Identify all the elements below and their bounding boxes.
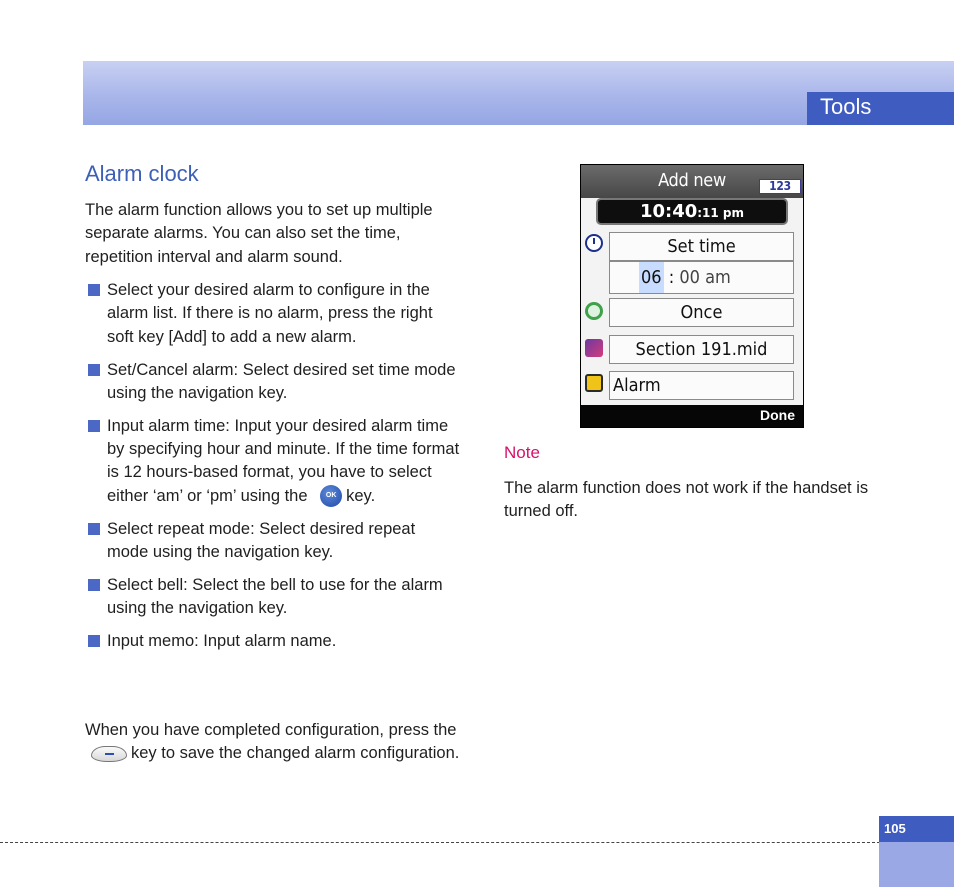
current-time-display (596, 198, 788, 225)
list-item (86, 630, 461, 653)
list-item (86, 359, 461, 406)
page-number-tab (879, 816, 954, 887)
ok-key-icon: OK (320, 485, 342, 507)
footer-divider (0, 842, 880, 843)
alarm-time-field[interactable] (609, 261, 794, 294)
note-body: The alarm function does not work if the handset is turned off. (504, 479, 869, 521)
closing-text-after: key to save the changed alarm configuration. (131, 744, 460, 763)
done-softkey[interactable]: Done (760, 407, 795, 423)
bullet-square-icon (88, 284, 100, 296)
clock-seconds: :11 pm (697, 206, 745, 220)
set-time-field[interactable]: Set time (609, 232, 794, 261)
list-item (86, 415, 461, 508)
page-number: 105 (879, 816, 954, 842)
list-item-text: Select your desired alarm to configure in the alarm list. If there is no alarm, press the right soft key [Add] to add a new alarm. (107, 281, 433, 346)
bullet-square-icon (88, 420, 100, 432)
bullet-square-icon (88, 579, 100, 591)
input-mode-badge: 123 (759, 179, 801, 194)
phone-title: Add new (658, 170, 726, 191)
bell-icon (585, 339, 603, 357)
bullet-square-icon (88, 364, 100, 376)
list-item-text: Input alarm time: Input your desired alarm time by specifying hour and minute. If the time format is 12 hours-based format, you have to select either ‘am’ or ‘pm’ using the (107, 416, 460, 505)
list-item (86, 574, 461, 621)
list-item-tail: key. (346, 486, 376, 505)
phone-softkey-bar (581, 405, 803, 427)
minute-ampm-value[interactable]: 00 am (679, 267, 731, 288)
phone-title-bar (581, 165, 803, 198)
list-item (86, 518, 461, 565)
list-item-text: Set/Cancel alarm: Select desired set time mode using the navigation key. (107, 360, 456, 402)
clock-icon (585, 234, 603, 252)
closing-paragraph (85, 719, 465, 766)
memo-icon (585, 374, 603, 392)
clock-main: 10:40 (639, 201, 698, 222)
intro-paragraph: The alarm function allows you to set up multiple separate alarms. You can also set the time, repetition interval and alarm sound. (85, 201, 433, 266)
list-item-text: Input memo: Input alarm name. (107, 632, 337, 651)
section-tab: Tools (807, 92, 954, 125)
closing-text-before: When you have completed configuration, press the (85, 721, 457, 739)
phone-content (581, 198, 803, 405)
list-item-text: Select repeat mode: Select desired repeat mode using the navigation key. (107, 519, 416, 562)
bullet-square-icon (88, 523, 100, 535)
phone-screen (580, 164, 804, 428)
bullet-square-icon (88, 635, 100, 647)
bell-field[interactable]: Section 191.mid (609, 335, 794, 364)
note-title: Note (504, 443, 540, 462)
hour-value[interactable]: 06 (639, 262, 664, 293)
time-separator: : (663, 267, 680, 288)
page-title: Alarm clock (85, 161, 199, 186)
repeat-icon (585, 302, 603, 320)
instruction-list (86, 279, 461, 663)
repeat-mode-field[interactable]: Once (609, 298, 794, 327)
memo-field[interactable]: Alarm (609, 371, 794, 400)
list-item-text: Select bell: Select the bell to use for the alarm using the navigation key. (107, 576, 443, 618)
soft-key-icon (91, 746, 127, 762)
list-item (86, 279, 461, 349)
